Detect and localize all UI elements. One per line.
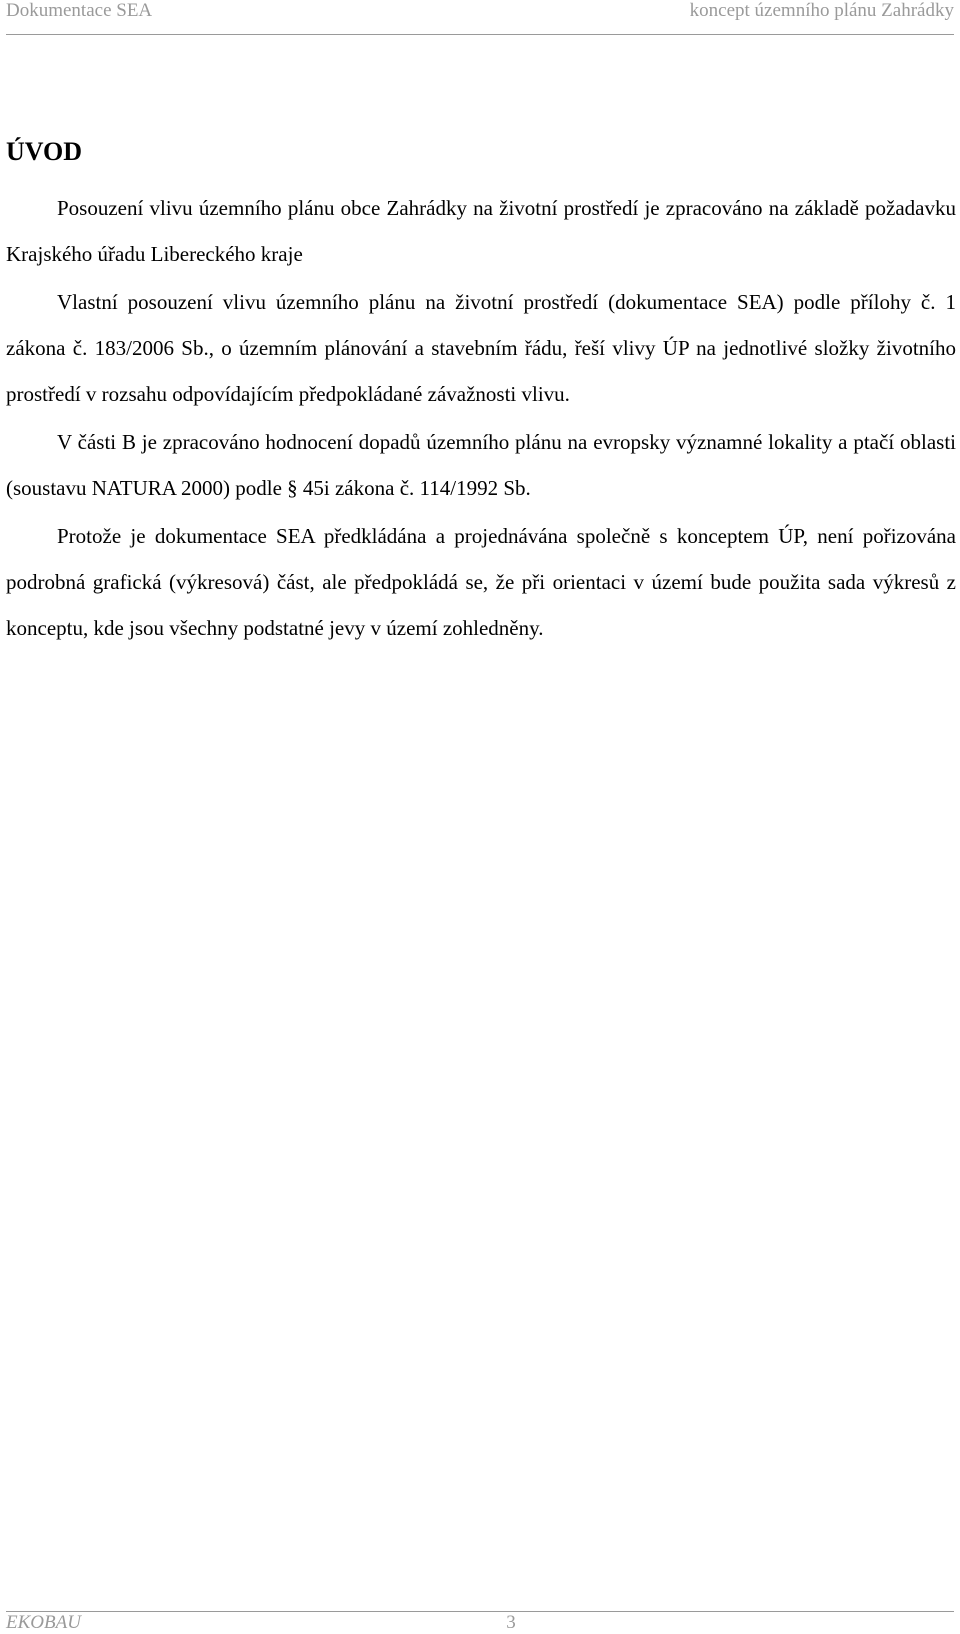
page-footer <box>6 1611 954 1634</box>
header-document-title: koncept územního plánu Zahrádky <box>689 0 954 21</box>
paragraph-1: Posouzení vlivu územního plánu obce Zahrádky na životní prostředí je zpracováno na základě požadavku Krajského úřadu Libereckého kraje <box>6 196 956 266</box>
paragraph-3: V části B je zpracováno hodnocení dopadů územního plánu na evropsky významné lokality a ptačí oblasti (soustavu NATURA 2000) podle § 45i zákona č. 114/1992 Sb. <box>6 430 956 500</box>
page-number: 3 <box>506 1612 516 1633</box>
section-heading: ÚVOD <box>6 137 83 166</box>
paragraph-4: Protože je dokumentace SEA předkládána a projednávána společně s konceptem ÚP, není pořizována podrobná grafická (výkresová) část, ale předpokládá se, že při orientaci v území bude použita sada výkresů z konceptu, kde jsou všechny podstatné jevy v území zohledněny. <box>6 524 956 640</box>
section-body <box>6 185 956 653</box>
header-document-type: Dokumentace SEA <box>6 0 153 21</box>
page-header <box>6 0 954 35</box>
paragraph-2: Vlastní posouzení vlivu územního plánu na životní prostředí (dokumentace SEA) podle přílohy č. 1 zákona č. 183/2006 Sb., o územním plánování a stavebním řádu, řeší vlivy ÚP na jednotlivé složky životního prostředí v rozsahu odpovídajícím předpokládané závažnosti vlivu. <box>6 290 956 406</box>
footer-company: EKOBAU <box>6 1612 81 1633</box>
